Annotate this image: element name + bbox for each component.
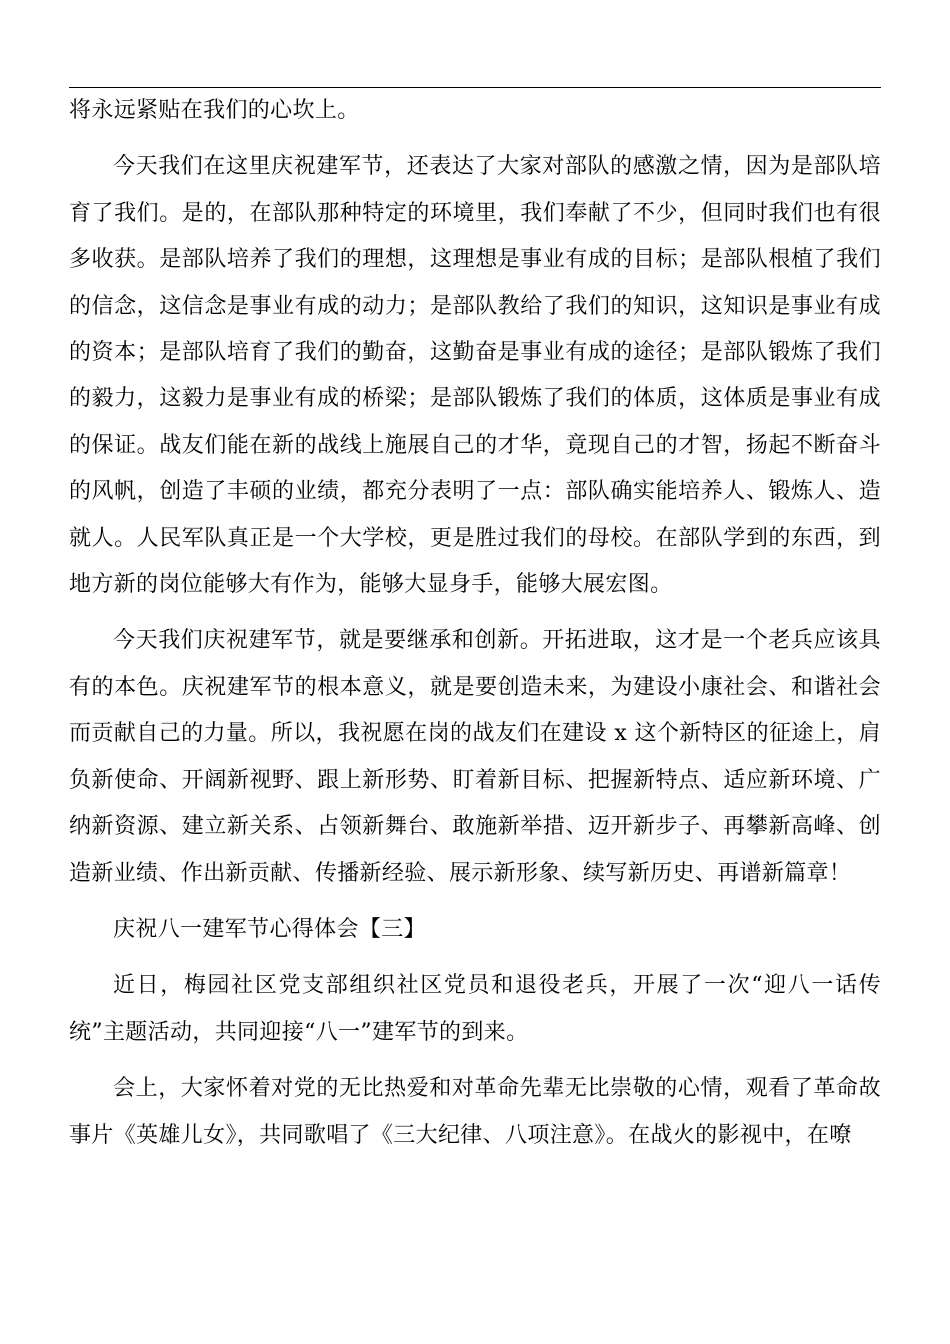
paragraph-gap [69,134,881,144]
paragraph-gap [69,897,881,907]
document-body [69,88,881,1159]
paragraph: 今天我们庆祝建军节，就是要继承和创新。开拓进取，这才是一个老兵应该具有的本色。庆祝建军节的根本意义，就是要创造未来，为建设小康社会、和谐社会而贡献自己的力量。所以，我祝愿在岗的战友们在建设 x 这个新特区的征途上，肩负新使命、开阔新视野、跟上新形势、盯着新目标、把握新特点、适应新环境、广纳新资源、建立新关系、占领新舞台、敢施新举措、迈开新步子、再攀新高峰、创造新业绩、作出新贡献、传播新经验、展示新形象、续写新历史、再谱新篇章！ [69,628,881,886]
paragraph: 今天我们在这里庆祝建军节，还表达了大家对部队的感激之情，因为是部队培育了我们。是的，在部队那种特定的环境里，我们奉献了不少，但同时我们也有很多收获。是部队培养了我们的理想，这理想是事业有成的目标；是部队根植了我们的信念，这信念是事业有成的动力；是部队教给了我们的知识，这知识是事业有成的资本；是部队培育了我们的勤奋，这勤奋是事业有成的途径；是部队锻炼了我们的毅力，这毅力是事业有成的桥梁；是部队锻炼了我们的体质，这体质是事业有成的保证。战友们能在新的战线上施展自己的才华，竟现自己的才智，扬起不断奋斗的风帆，创造了丰硕的业绩，都充分表明了一点：部队确实能培养人、锻炼人、造就人。人民军队真正是一个大学校，更是胜过我们的母校。在部队学到的东西，到地方新的岗位能够大有作为，能够大显身手，能够大展宏图。 [69,154,881,598]
paragraph-continuation: 将永远紧贴在我们的心坎上。 [69,98,360,123]
section-heading: 庆祝八一建军节心得体会【三】 [113,916,426,942]
paragraph-gap [69,953,881,963]
paragraph-gap [69,608,881,618]
paragraph: 会上，大家怀着对党的无比热爱和对革命先辈无比崇敬的心情，观看了革命故事片《英雄儿女》，共同歌唱了《三大纪律、八项注意》。在战火的影视中，在嘹 [69,1076,881,1148]
paragraph: 近日，梅园社区党支部组织社区党员和退役老兵，开展了一次“迎八一话传统”主题活动，共同迎接“八一”建军节的到来。 [69,973,881,1045]
paragraph-gap [69,1056,881,1066]
